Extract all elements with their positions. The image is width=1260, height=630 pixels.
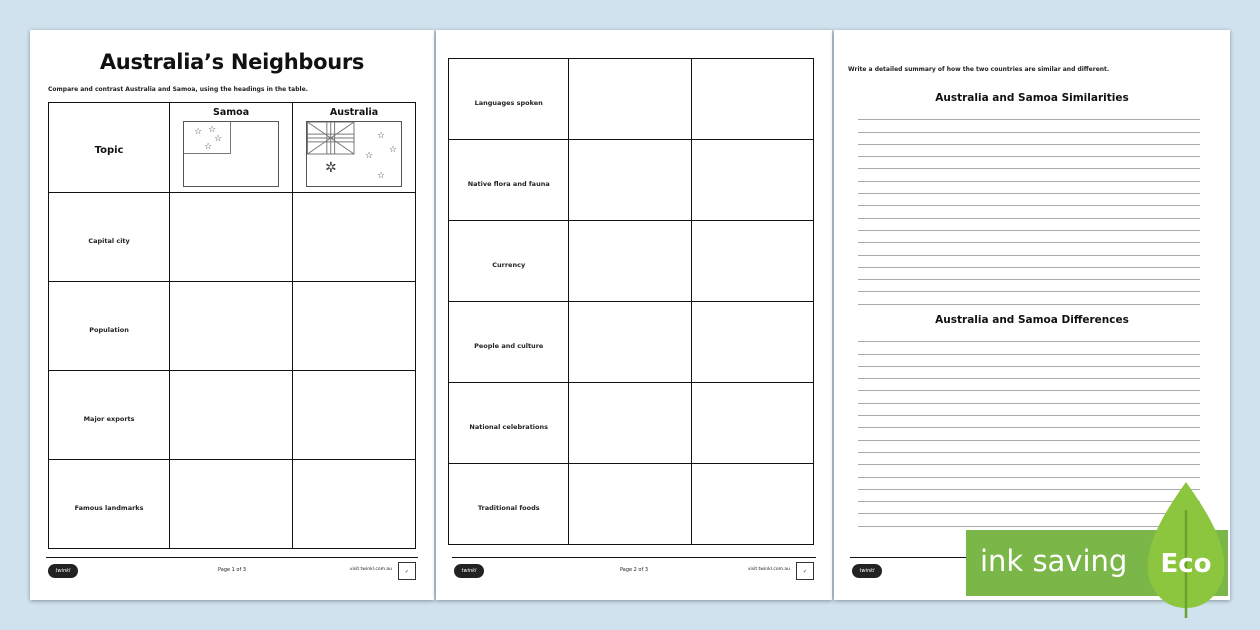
samoa-flag-image: ☆ ☆ ☆ ☆ — [183, 121, 279, 187]
answer-cell[interactable] — [170, 460, 293, 549]
row-label: Traditional foods — [477, 503, 540, 512]
answer-cell[interactable] — [293, 371, 416, 460]
row-label: People and culture — [474, 341, 544, 350]
page-number: Page 1 of 3 — [217, 567, 247, 573]
twinkl-logo: twinkl — [48, 564, 78, 578]
table-row — [449, 464, 814, 545]
row-label: Major exports — [83, 414, 135, 423]
table-row — [449, 59, 814, 140]
table-row — [449, 140, 814, 221]
row-label: Famous landmarks — [74, 503, 144, 512]
answer-cell[interactable] — [569, 383, 691, 464]
eco-leaf-icon — [1141, 480, 1231, 620]
answer-cell[interactable] — [691, 383, 813, 464]
table-header-row — [49, 103, 416, 193]
answer-cell[interactable] — [691, 59, 813, 140]
table-row — [49, 193, 416, 282]
answer-cell[interactable] — [170, 282, 293, 371]
row-label: Population — [89, 325, 129, 334]
comparison-table-continued — [448, 58, 814, 545]
row-label: National celebrations — [469, 422, 548, 431]
page-footer — [46, 557, 418, 584]
page-number: Page 2 of 3 — [619, 567, 649, 573]
worksheet-page-1 — [30, 30, 434, 600]
row-label: Currency — [492, 260, 526, 269]
comparison-table — [48, 102, 416, 549]
site-link: visit twinkl.com.au — [349, 567, 392, 572]
row-label: Capital city — [88, 236, 130, 245]
row-label: Languages spoken — [474, 98, 543, 107]
samoa-header-cell — [170, 103, 293, 193]
page-footer — [452, 557, 816, 584]
australia-column-label: Australia — [329, 106, 379, 118]
answer-cell[interactable] — [293, 460, 416, 549]
topic-header: Topic — [94, 145, 124, 156]
answer-cell[interactable] — [691, 302, 813, 383]
twinkl-logo: twinkl — [852, 564, 882, 578]
table-row — [49, 460, 416, 549]
samoa-column-label: Samoa — [213, 106, 250, 118]
summary-instructions: Write a detailed summary of how the two countries are similar and different. — [848, 66, 1110, 73]
row-label: Native flora and fauna — [467, 179, 550, 188]
australia-flag-image: ✲ ☆ ☆ ☆ ☆ — [306, 121, 402, 187]
table-row — [49, 371, 416, 460]
australia-header-cell — [293, 103, 416, 193]
differences-heading: Australia and Samoa Differences — [935, 314, 1129, 326]
table-row — [449, 302, 814, 383]
table-row — [449, 383, 814, 464]
eco-label: Eco — [1160, 549, 1212, 579]
site-link: visit twinkl.com.au — [747, 567, 790, 572]
topic-header-cell — [49, 103, 170, 193]
answer-cell[interactable] — [691, 140, 813, 221]
answer-cell[interactable] — [691, 464, 813, 545]
answer-cell[interactable] — [293, 282, 416, 371]
similarities-writing-lines[interactable] — [858, 108, 1200, 305]
answer-cell[interactable] — [569, 464, 691, 545]
answer-cell[interactable] — [569, 140, 691, 221]
quality-badge-icon: ✓ — [796, 562, 814, 580]
answer-cell[interactable] — [691, 221, 813, 302]
twinkl-logo: twinkl — [454, 564, 484, 578]
page-title: Australia’s Neighbours — [99, 50, 365, 74]
answer-cell[interactable] — [293, 193, 416, 282]
similarities-heading: Australia and Samoa Similarities — [935, 92, 1129, 104]
worksheet-page-2 — [436, 30, 832, 600]
ink-saving-text: ink saving — [980, 544, 1128, 578]
answer-cell[interactable] — [170, 193, 293, 282]
answer-cell[interactable] — [170, 371, 293, 460]
table-row — [449, 221, 814, 302]
answer-cell[interactable] — [569, 221, 691, 302]
answer-cell[interactable] — [569, 59, 691, 140]
table-row — [49, 282, 416, 371]
answer-cell[interactable] — [569, 302, 691, 383]
quality-badge-icon: ✓ — [398, 562, 416, 580]
instructions-text: Compare and contrast Australia and Samoa, using the headings in the table. — [48, 86, 308, 93]
